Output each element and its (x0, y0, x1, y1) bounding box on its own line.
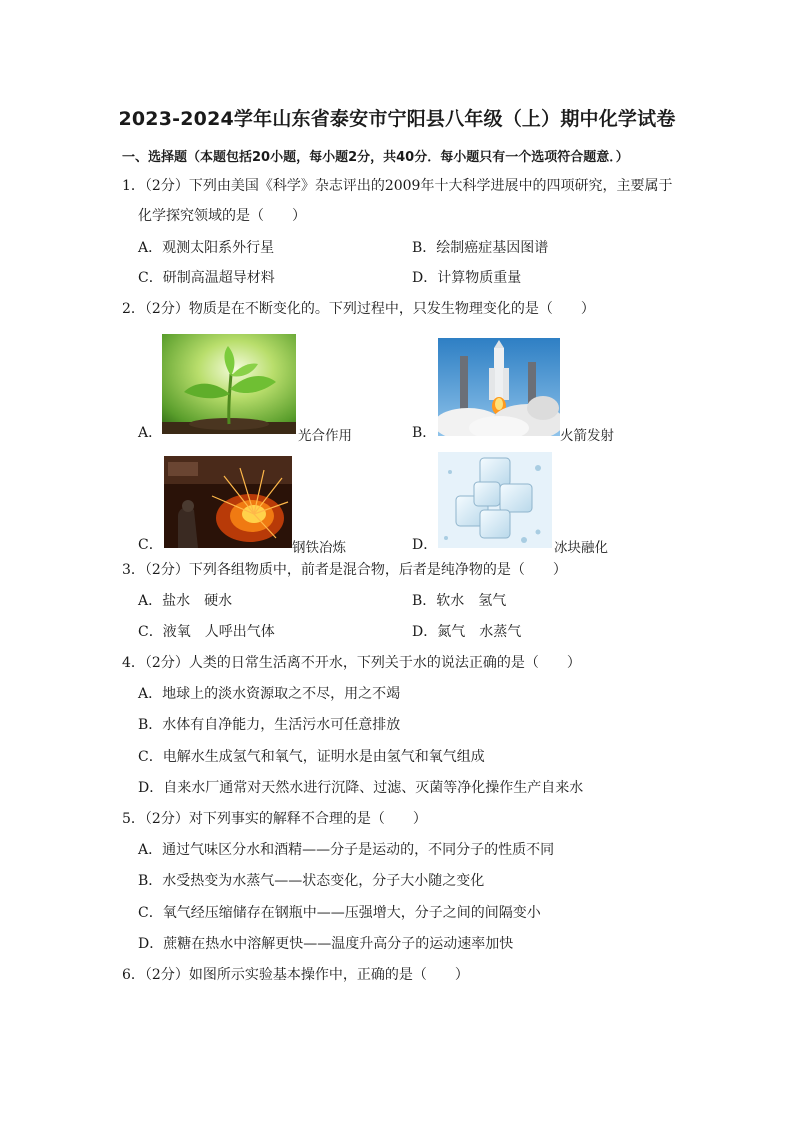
exam-title: 2023-2024学年山东省泰安市宁阳县八年级（上）期中化学试卷 (118, 108, 676, 130)
section-heading: 一、选择题（本题包括20小题，每小题2分，共40分．每小题只有一个选项符合题意．） (122, 150, 629, 165)
q5-stem: 5．（2分）对下列事实的解释不合理的是（ ） (122, 811, 427, 827)
q5-option-d: D．蔗糖在热水中溶解更快——温度升高分子的运动速率加快 (138, 936, 514, 952)
q4-option-a: A．地球上的淡水资源取之不尽，用之不竭 (138, 686, 401, 702)
q1-option-d: D．计算物质重量 (412, 270, 522, 286)
q5-option-c: C．氧气经压缩储存在钢瓶中——压强增大，分子之间的间隔变小 (138, 905, 541, 921)
q4-stem: 4．（2分）人类的日常生活离不开水，下列关于水的说法正确的是（ ） (122, 655, 581, 671)
q1-option-b: B．绘制癌症基因图谱 (412, 240, 549, 256)
q2-caption-a: 光合作用 (298, 428, 352, 444)
q2-option-c-label: C． (138, 537, 163, 553)
q3-option-c: C．液氧 人呼出气体 (138, 624, 275, 640)
q3-option-a: A．盐水 硬水 (138, 593, 233, 609)
q1-stem-line1: 1．（2分）下列由美国《科学》杂志评出的2009年十大科学进展中的四项研究，主要属于 (122, 178, 673, 194)
q2-caption-d: 冰块融化 (554, 540, 608, 556)
q4-option-b: B．水体有自净能力，生活污水可任意排放 (138, 717, 401, 733)
q4-option-d: D．自来水厂通常对天然水进行沉降、过滤、灭菌等净化操作生产自来水 (138, 780, 584, 796)
q2-stem: 2．（2分）物质是在不断变化的。下列过程中，只发生物理变化的是（ ） (122, 301, 595, 317)
ice-cubes-image (438, 452, 552, 548)
q2-option-b-label: B． (412, 425, 437, 441)
rocket-launch-image (438, 338, 560, 436)
q6-stem: 6．（2分）如图所示实验基本操作中，正确的是（ ） (122, 967, 469, 983)
steel-smelting-image (164, 456, 292, 548)
q2-caption-c: 钢铁冶炼 (292, 540, 346, 556)
q5-option-a: A．通过气味区分水和酒精——分子是运动的，不同分子的性质不同 (138, 842, 555, 858)
q3-option-d: D．氮气 水蒸气 (412, 624, 522, 640)
q3-stem: 3．（2分）下列各组物质中，前者是混合物，后者是纯净物的是（ ） (122, 562, 567, 578)
q2-caption-b: 火箭发射 (560, 428, 614, 444)
photosynthesis-image (162, 334, 296, 434)
q2-option-a-label: A． (138, 425, 163, 441)
q3-option-b: B．软水 氢气 (412, 593, 507, 609)
q4-option-c: C．电解水生成氢气和氧气，证明水是由氢气和氧气组成 (138, 749, 485, 765)
q2-option-d-label: D． (412, 537, 438, 553)
q1-option-a: A．观测太阳系外行星 (138, 240, 275, 256)
q1-stem-line2: 化学探究领域的是（ ） (138, 208, 306, 224)
q5-option-b: B．水受热变为水蒸气——状态变化，分子大小随之变化 (138, 873, 485, 889)
q1-option-c: C．研制高温超导材料 (138, 270, 275, 286)
